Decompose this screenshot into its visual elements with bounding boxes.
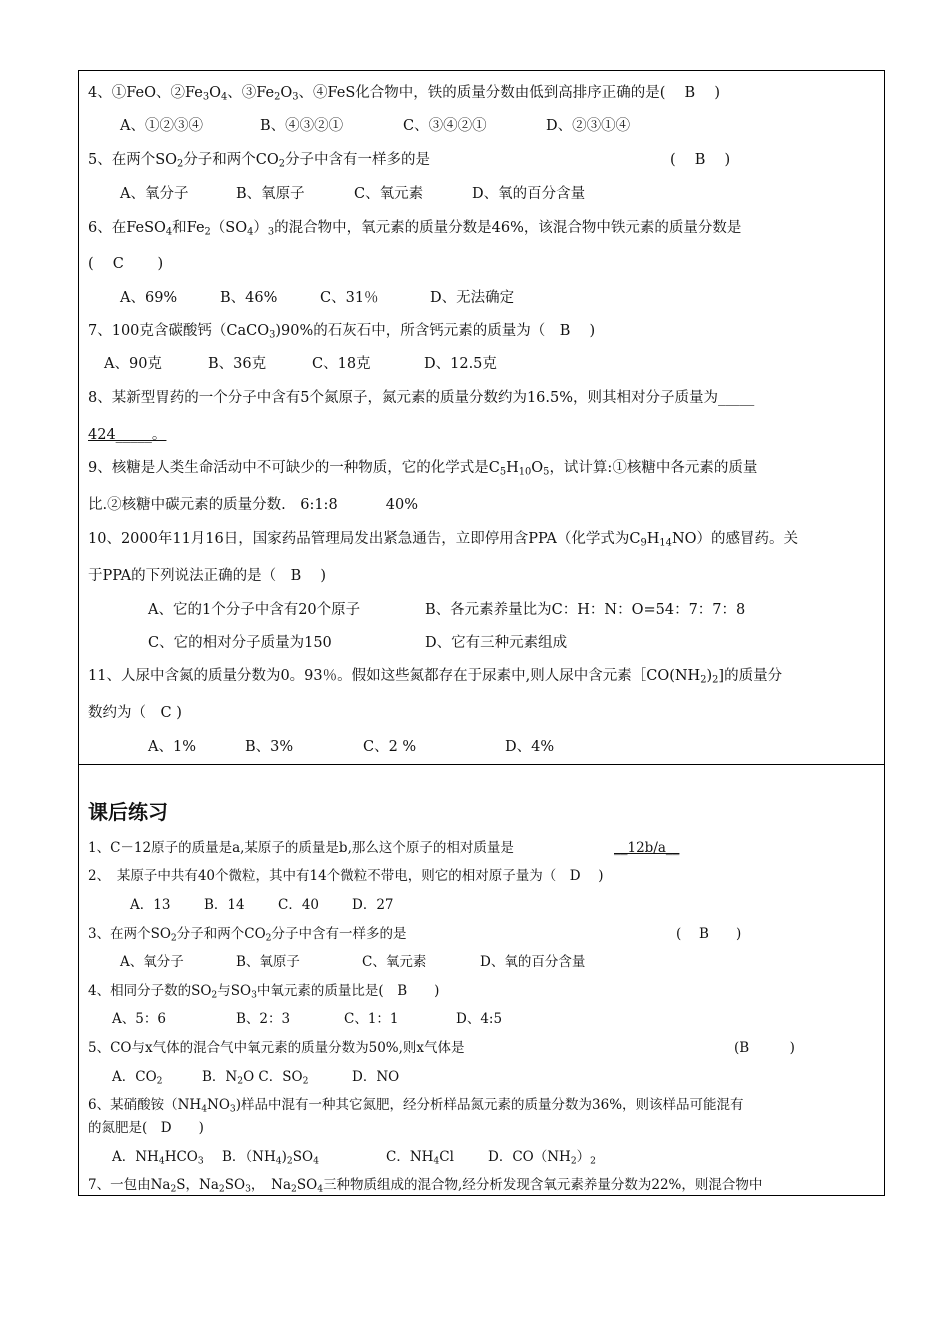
p2-q6-option-b: B．$(NH_4)_2SO_4$ xyxy=(222,1149,319,1167)
p2-q2-option-c: C．40 xyxy=(278,897,320,913)
p2-q4-options xyxy=(112,1010,502,1028)
section-title: 课后练习 xyxy=(88,800,168,824)
q6-option-b: B、46% xyxy=(220,290,278,306)
section-divider xyxy=(79,764,884,765)
p2-q5-stem: 5、CO与x气体的混合气中氧元素的质量分数为50%,则x气体是 xyxy=(88,1040,465,1056)
q8-answer: 424_____。 xyxy=(88,427,167,443)
p2-q4-option-d: D、4:5 xyxy=(456,1011,503,1027)
q11-option-b: B、3% xyxy=(245,739,294,755)
q6-option-a: A、69% xyxy=(120,290,178,306)
p2-q4-option-c: C、1：1 xyxy=(344,1011,399,1027)
q10-stem: 10、2000年11月16日，国家药品管理局发出紧急通告，立即停用含PPA（化学式为$C_9H_{14}NO$）的感冒药。关 xyxy=(88,531,799,549)
q5-answer: ( B ) xyxy=(670,152,731,168)
p2-q3-stem: 3、在两个$SO_2$分子和两个$CO_2$分子中含有一样多的是 xyxy=(88,926,407,944)
p2-q2-option-d: D．27 xyxy=(352,897,394,913)
p2-q4-option-a: A、5：6 xyxy=(112,1011,166,1027)
p2-q2-options xyxy=(130,896,394,914)
p2-q3-option-a: A、氧分子 xyxy=(120,954,184,970)
q10-option-a: A、它的1个分子中含有20个原子 xyxy=(148,602,361,618)
q7-options xyxy=(104,355,497,373)
q4-option-d: D、②③①④ xyxy=(546,118,631,134)
q7-stem: 7、100克含碳酸钙（CaCO$_3$)90%的石灰石中，所含钙元素的质量为（ B ) xyxy=(88,323,596,341)
q6-options xyxy=(120,289,514,307)
q11-option-c: C、2 % xyxy=(363,739,417,755)
q11-option-d: D、4% xyxy=(505,739,555,755)
p2-q6-stem: 6、某硝酸铵$(NH_4NO_3)$样品中混有一种其它氮肥，经分析样品氮元素的质量分数为36%，则该样品可能混有 xyxy=(88,1097,744,1115)
p2-q6-option-c: C．$NH_4Cl$ xyxy=(386,1149,454,1167)
q10-option-d: D、它有三种元素组成 xyxy=(425,635,568,651)
p2-q4-option-b: B、2：3 xyxy=(236,1011,291,1027)
q11-stem: 11、人尿中含氮的质量分数为0。93％。假如这些氮都存在于尿素中,则人尿中含元素$[CO(NH_2)_2$]的质量分 xyxy=(88,668,783,686)
q5-stem: 5、在两个$SO_2$分子和两个$CO_2$分子中含有一样多的是 xyxy=(88,152,431,170)
q7-option-b: B、36克 xyxy=(208,356,267,372)
q4-option-c: C、③④②① xyxy=(403,118,487,134)
q10-option-b: B、各元素养量比为C：H：N：O=54：7：7：8 xyxy=(425,602,746,618)
q5-option-d: D、氧的百分含量 xyxy=(472,186,586,202)
p2-q2-option-a: A．13 xyxy=(130,897,171,913)
p2-q5-option-d: D．NO xyxy=(352,1069,400,1085)
p2-q3-option-c: C、氧元素 xyxy=(362,954,427,970)
q11-option-a: A、1% xyxy=(148,739,196,755)
p2-q3-option-d: D、氧的百分含量 xyxy=(480,954,586,970)
q7-option-d: D、12.5克 xyxy=(424,356,497,372)
q8-stem: 8、某新型胃药的一个分子中含有5个氮原子，氮元素的质量分数约为16.5%，则其相对分子质量为_____ xyxy=(88,390,755,406)
q4-options xyxy=(120,117,630,135)
p2-q3-options xyxy=(120,953,585,971)
q7-option-a: A、90克 xyxy=(104,356,162,372)
q5-options xyxy=(120,185,585,203)
q6-stem: 6、在FeSO$_4$和$Fe_2(SO_4)_3$的混合物中，氧元素的质量分数是46%，该混合物中铁元素的质量分数是 xyxy=(88,220,742,238)
p2-q7-stem: 7、一包由$Na_2S$，$Na_2SO_3$， $Na_2SO_4$三种物质组成的混合物,经分析发现含氧元素养量分数为22%，则混合物中 xyxy=(88,1177,763,1195)
q6-option-d: D、无法确定 xyxy=(430,290,515,306)
q6-option-c: C、31％ xyxy=(320,290,379,306)
q4-stem: 4、①FeO、$②Fe_3O_4$、$③Fe_2O_3$、④FeS化合物中，铁的质量分数由低到高排序正确的是( B ) xyxy=(88,85,720,103)
q11-cont: 数约为（ C ) xyxy=(88,705,182,721)
p2-q6-options xyxy=(112,1148,596,1166)
q10-option-c: C、它的相对分子质量为150 xyxy=(148,635,332,651)
q11-options xyxy=(148,738,554,756)
q4-option-a: A、①②③④ xyxy=(120,118,203,134)
q10-cont: 于PPA的下列说法正确的是（ B ) xyxy=(88,568,327,584)
p2-q6-option-d: D．$CO(NH_2)_2$ xyxy=(488,1149,596,1167)
p2-q1-answer: __12b/a__ xyxy=(614,840,680,856)
q5-option-c: C、氧元素 xyxy=(354,186,424,202)
q4-option-b: B、④③②① xyxy=(260,118,344,134)
q9-cont: 比.②核糖中碳元素的质量分数. 6:1:8 40% xyxy=(88,497,419,513)
p2-q3-answer: ( B ) xyxy=(676,926,742,942)
p2-q1-stem: 1、C－12原子的质量是a,某原子的质量是b,那么这个原子的相对质量是 xyxy=(88,840,514,856)
p2-q5-option-b: B．$N_2O$ C．$SO_2$ xyxy=(202,1069,309,1087)
q6-answer: ( C ) xyxy=(88,256,164,272)
p2-q4-stem: 4、相同分子数的$SO_2$与$SO_3$中氧元素的质量比是( B ) xyxy=(88,983,440,1001)
q5-option-b: B、氧原子 xyxy=(236,186,305,202)
q5-option-a: A、氧分子 xyxy=(120,186,189,202)
q7-option-c: C、18克 xyxy=(312,356,371,372)
p2-q6-option-a: A．$NH_4HCO_3$ xyxy=(112,1149,204,1167)
p2-q2-option-b: B．14 xyxy=(204,897,245,913)
p2-q2-stem: 2、 某原子中共有40个微粒，其中有14个微粒不带电，则它的相对原子量为（ D ) xyxy=(88,868,604,884)
p2-q6-cont: 的氮肥是( D ) xyxy=(88,1120,204,1136)
q9-stem: 9、核糖是人类生命活动中不可缺少的一种物质，它的化学式是$C_5H_{10}O_5$，试计算:①核糖中各元素的质量 xyxy=(88,460,758,478)
p2-q5-option-a: A．$CO_2$ xyxy=(112,1069,163,1087)
p2-q5-options xyxy=(112,1068,399,1086)
p2-q3-option-b: B、氧原子 xyxy=(236,954,300,970)
p2-q5-answer: (B ) xyxy=(734,1040,795,1056)
